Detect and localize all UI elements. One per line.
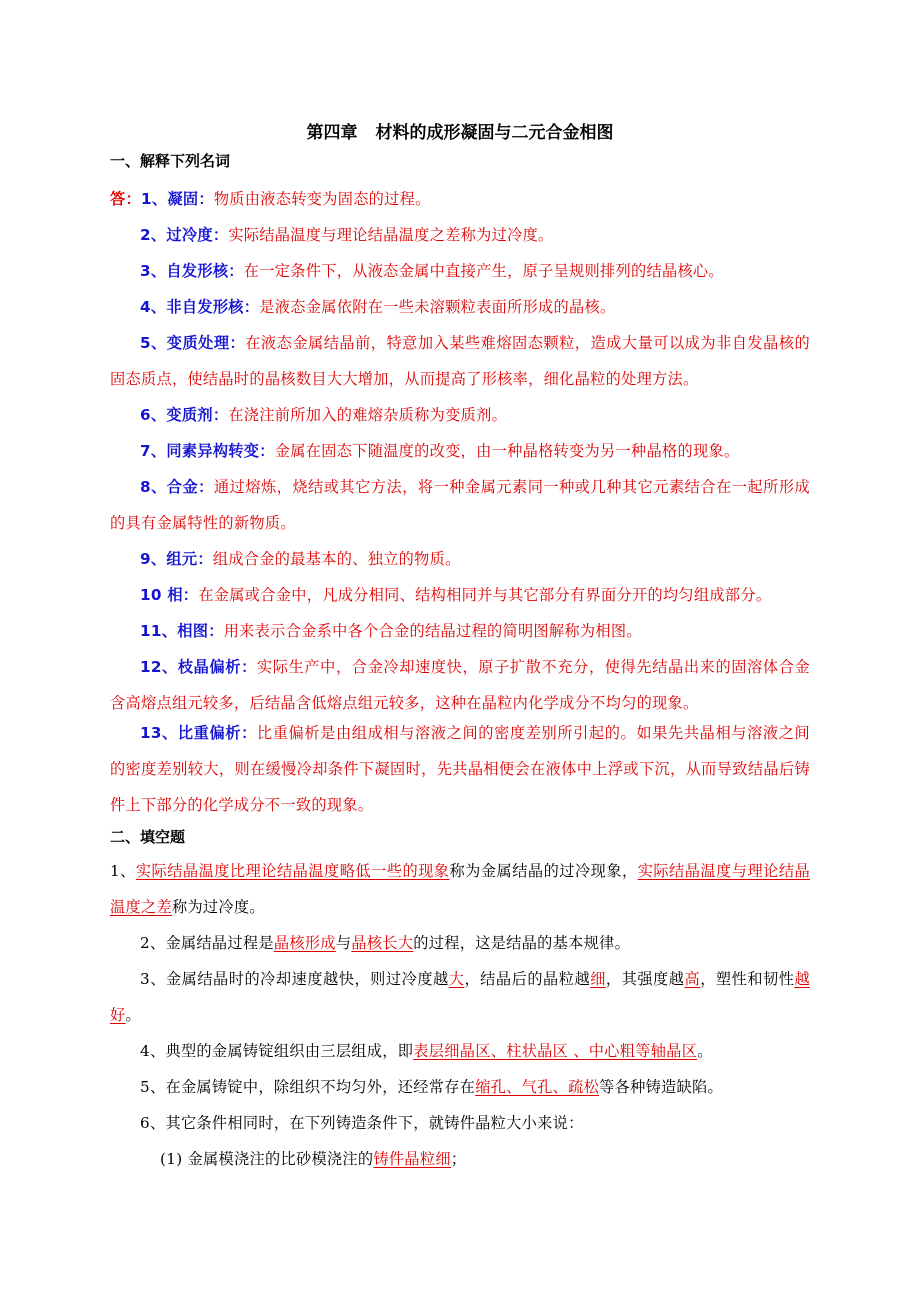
answer-blank: 柱状晶区 [506,1042,569,1060]
fill-question: 1、实际结晶温度比理论结晶温度略低一些的现象称为金属结晶的过冷现象，实际结晶温度与理论结晶温度之差称为过冷度。 [110,862,810,916]
chapter-name: 材料的成形凝固与二元合金相图 [375,123,614,143]
answer-blank: 高 [684,970,701,988]
section-heading-definitions: 一、解释下列名词 [110,152,231,170]
definition-item: 4、非自发形核：是液态金属依附在一些未溶颗粒表面所形成的晶核。 [140,298,616,316]
fill-question: 2、金属结晶过程是晶核形成与晶核长大的过程，这是结晶的基本规律。 [140,934,631,952]
chapter-title [0,118,920,143]
definition-item: 13、比重偏析：比重偏析是由组成相与溶液之间的密度差别所引起的。如果先共晶相与溶液之间的密度差别较大，则在缓慢冷却条件下凝固时，先共晶相便会在液体中上浮或下沉，从而导致结晶后铸件上下部分的化学成分不一致的现象。 [110,724,811,814]
definition-item: 11、相图：用来表示合金系中各个合金的结晶过程的简明图解称为相图。 [140,622,642,640]
fill-question: 4、典型的金属铸锭组织由三层组成，即表层细晶区、柱状晶区 、中心粗等轴晶区。 [140,1042,713,1060]
definition-item: 7、同素异构转变：金属在固态下随温度的改变，由一种晶格转变为另一种晶格的现象。 [140,442,740,460]
chapter-number: 第四章 [306,123,358,143]
definition-item: 答：1、凝固：物质由液态转变为固态的过程。 [110,190,431,208]
fill-question: 3、金属结晶时的冷却速度越快，则过冷度越大，结晶后的晶粒越细，其强度越高，塑性和韧性越好。 [110,970,810,1024]
answer-blank: 中心粗等轴晶区 [588,1042,698,1060]
answer-blank: 缩孔、气孔、疏松 [475,1078,600,1096]
definition-item: 2、过冷度：实际结晶温度与理论结晶温度之差称为过冷度。 [140,226,554,244]
answer-blank: 表层细晶区 [413,1042,491,1060]
definition-item: 5、变质处理：在液态金属结晶前，特意加入某些难熔固态颗粒，造成大量可以成为非自发晶核的固态质点，使结晶时的晶核数目大大增加，从而提高了形核率，细化晶粒的处理方法。 [110,334,810,388]
definition-item: 12、枝晶偏析：实际生产中，合金冷却速度快，原子扩散不充分，使得先结晶出来的固溶体合金含高熔点组元较多，后结晶含低熔点组元较多，这种在晶粒内化学成分不均匀的现象。 [110,658,811,712]
definition-item: 8、合金：通过熔炼，烧结或其它方法，将一种金属元素同一种或几种其它元素结合在一起所形成的具有金属特性的新物质。 [110,478,810,532]
fill-question: 5、在金属铸锭中，除组织不均匀外，还经常存在缩孔、气孔、疏松等各种铸造缺陷。 [140,1078,724,1096]
answer-blank: 大 [448,970,465,988]
fill-question: 6、其它条件相同时，在下列铸造条件下，就铸件晶粒大小来说： [140,1114,584,1132]
answer-blank: 实际结晶温度比理论结晶温度略低一些的现象 [135,862,450,880]
definition-item: 3、自发形核：在一定条件下，从液态金属中直接产生，原子呈规则排列的结晶核心。 [140,262,724,280]
fill-subquestion: (1) 金属模浇注的比砂模浇注的铸件晶粒细； [160,1150,467,1168]
answer-blank: 实际结晶温度与理论结晶温度之差 [110,862,810,916]
answer-label: 答： [110,190,141,208]
section-heading-fill-in: 二、填空题 [110,828,186,846]
definition-item: 10 相：在金属或合金中，凡成分相同、结构相同并与其它部分有界面分开的均匀组成部分。 [140,586,772,604]
answer-blank: 铸件晶粒细 [373,1150,451,1168]
definition-item: 6、变质剂：在浇注前所加入的难熔杂质称为变质剂。 [140,406,508,424]
definition-item: 9、组元：组成合金的最基本的、独立的物质。 [140,550,461,568]
answer-blank: 细 [590,970,606,988]
answer-blank: 晶核形成 [273,934,336,952]
answer-blank: 晶核长大 [351,934,414,952]
answer-blank: 越好 [110,970,810,1024]
